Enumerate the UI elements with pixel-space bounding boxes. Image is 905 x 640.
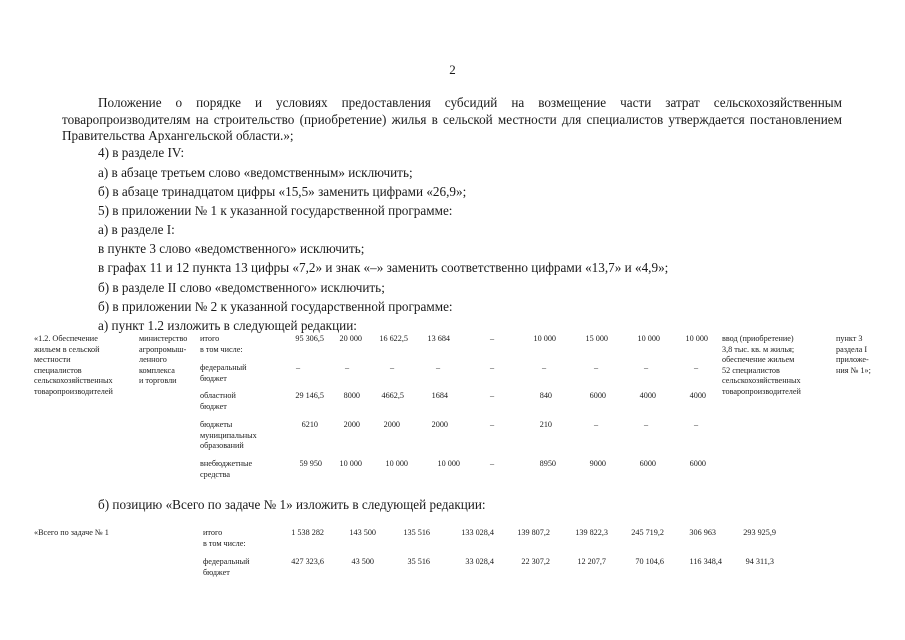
table-cell: 10 000 xyxy=(685,334,708,343)
table-cell: 6000 xyxy=(589,391,606,400)
table-row-label: внебюджетные средства xyxy=(200,459,253,479)
table-cell: 95 306,5 xyxy=(295,334,324,343)
table-cell: – xyxy=(593,420,599,429)
table-cell: 8000 xyxy=(343,391,360,400)
list-item: б) в разделе II слово «ведомственного» исключить; xyxy=(98,280,385,295)
table-cell: – xyxy=(693,420,699,429)
table-cell: 94 311,3 xyxy=(745,557,774,566)
table-cell: 16 622,5 xyxy=(379,334,408,343)
table-cell: 1 538 282 xyxy=(291,528,324,537)
table-cell: 2000 xyxy=(431,420,448,429)
table-cell: 29 146,5 xyxy=(295,391,324,400)
table-cell: 6000 xyxy=(689,459,706,468)
table-cell: 4662,5 xyxy=(381,391,404,400)
list-item: 5) в приложении № 1 к указанной государственной программе: xyxy=(98,203,453,218)
table-row-label: федеральный бюджет xyxy=(203,557,250,577)
table-cell: 210 xyxy=(539,420,552,429)
table-cell: 9000 xyxy=(589,459,606,468)
expected-result: ввод (приобретение) 3,8 тыс. кв. м жилья; обеспечение жильем 52 специалистов сельскохозяйственных товаропроизводителей xyxy=(722,334,801,396)
list-item: б) в приложении № 2 к указанной государственной программе: xyxy=(98,299,453,314)
table-cell: 12 207,7 xyxy=(577,557,606,566)
table-cell: 33 028,4 xyxy=(465,557,494,566)
list-item: в графах 11 и 12 пункта 13 цифры «7,2» и знак «–» заменить соответственно цифрами «13,7» и «4,9»; xyxy=(98,260,669,275)
page-number: 2 xyxy=(449,62,456,77)
table-cell: 840 xyxy=(539,391,552,400)
table-cell: 35 516 xyxy=(407,557,430,566)
table-cell: 43 500 xyxy=(351,557,374,566)
table-row-label: итого в том числе: xyxy=(203,528,246,548)
table-cell: 116 348,4 xyxy=(689,557,722,566)
list-item: б) позицию «Всего по задаче № 1» изложить в следующей редакции: xyxy=(98,497,486,512)
table-cell: – xyxy=(489,459,495,468)
list-item: б) в абзаце тринадцатом цифры «15,5» заменить цифрами «26,9»; xyxy=(98,184,467,199)
table-cell: – xyxy=(541,363,547,372)
table-cell: – xyxy=(489,363,495,372)
table-cell: – xyxy=(435,363,441,372)
list-item: а) пункт 1.2 изложить в следующей редакции: xyxy=(98,318,357,333)
list-item: а) в абзаце третьем слово «ведомственным» исключить; xyxy=(98,165,413,180)
table-cell: 306 963 xyxy=(689,528,716,537)
table-cell: 4000 xyxy=(689,391,706,400)
table-cell: 15 000 xyxy=(585,334,608,343)
table-cell: 133 028,4 xyxy=(461,528,494,537)
table-cell: 6210 xyxy=(301,420,318,429)
intro-paragraph: Положение о порядке и условиях предоставления субсидий на возмещение части затрат сельскохозяйственным товаропроизводителям на строительство (приобретение) жилья в сельской местности для специалистов утверждается постановлением Правительства Архангельской области.»; xyxy=(62,95,842,143)
table-cell: 10 000 xyxy=(339,459,362,468)
table-cell: 6000 xyxy=(639,459,656,468)
table-cell: 139 807,2 xyxy=(517,528,550,537)
table-cell: 70 104,6 xyxy=(635,557,664,566)
table-cell: – xyxy=(643,363,649,372)
measure-name: «1.2. Обеспечение жильем в сельской местности специалистов сельскохозяйственных товаропроизводителей xyxy=(34,334,113,396)
table-cell: 135 516 xyxy=(403,528,430,537)
list-item: в пункте 3 слово «ведомственного» исключить; xyxy=(98,241,365,256)
table-cell: – xyxy=(389,363,395,372)
table-cell: 10 000 xyxy=(637,334,660,343)
table-cell: – xyxy=(295,363,301,372)
responsible-executor: министерство агропромыш- ленного комплекса и торговли xyxy=(139,334,188,385)
table-cell: – xyxy=(643,420,649,429)
table-row-label: бюджеты муниципальных образований xyxy=(200,420,257,450)
table-cell: 143 500 xyxy=(349,528,376,537)
table-cell: – xyxy=(344,363,350,372)
table-cell: 10 000 xyxy=(437,459,460,468)
list-item: 4) в разделе IV: xyxy=(98,145,185,160)
table-cell: 8950 xyxy=(539,459,556,468)
table-cell: 10 000 xyxy=(385,459,408,468)
table-row-label: областной бюджет xyxy=(200,391,236,411)
table-cell: 22 307,2 xyxy=(521,557,550,566)
table-cell: 59 950 xyxy=(299,459,322,468)
table-cell: 13 684 xyxy=(427,334,450,343)
table-cell: 139 822,3 xyxy=(575,528,608,537)
table-cell: – xyxy=(489,334,495,343)
table-cell: 4000 xyxy=(639,391,656,400)
table-cell: – xyxy=(693,363,699,372)
table-cell: 20 000 xyxy=(339,334,362,343)
table-cell: 2000 xyxy=(343,420,360,429)
table-cell: – xyxy=(489,420,495,429)
table-cell: 245 719,2 xyxy=(631,528,664,537)
table-cell: – xyxy=(593,363,599,372)
table-cell: 1684 xyxy=(431,391,448,400)
table-cell: 427 323,6 xyxy=(291,557,324,566)
table-cell: – xyxy=(489,391,495,400)
table-row-label: федеральный бюджет xyxy=(200,363,247,383)
list-item: а) в разделе I: xyxy=(98,222,175,237)
table-cell: 293 925,9 xyxy=(743,528,776,537)
table-cell: 10 000 xyxy=(533,334,556,343)
indicator-link: пункт 3 раздела I приложе- ния № 1»; xyxy=(836,334,871,375)
table-row-label: итого в том числе: xyxy=(200,334,243,354)
table-cell: 2000 xyxy=(383,420,400,429)
total-label: «Всего по задаче № 1 xyxy=(34,528,109,537)
